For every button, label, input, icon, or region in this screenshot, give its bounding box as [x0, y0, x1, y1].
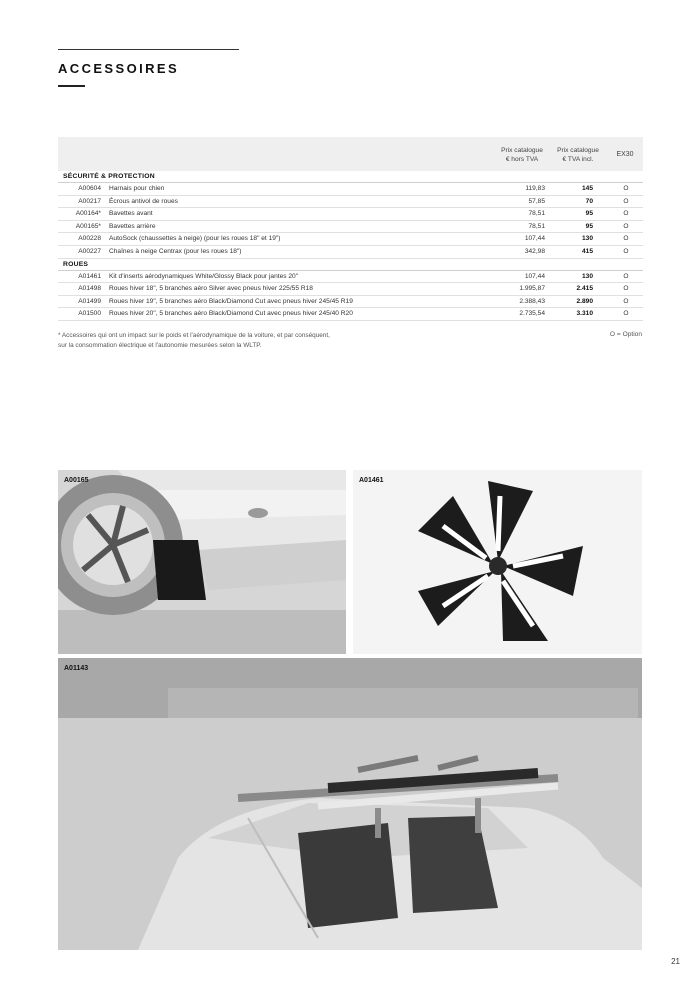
cell-price-ttc: 130: [581, 272, 593, 280]
cell-price-ttc: 70: [585, 197, 593, 205]
header-price-ttc-line1: Prix catalogue: [557, 147, 599, 154]
cell-description: Kit d'inserts aérodynamiques White/Glossy Black pour jantes 20": [109, 272, 299, 280]
cell-price-ttc: 2.415: [576, 285, 593, 293]
table-row: [58, 221, 643, 234]
cell-price-ht: 119,83: [525, 185, 545, 192]
table-row: [58, 308, 643, 321]
cell-price-ttc: 130: [581, 235, 593, 243]
cell-price-ht: 57,85: [528, 197, 545, 205]
table-row: [58, 233, 643, 246]
page-number: 21: [671, 957, 680, 966]
cell-option: O: [623, 310, 629, 318]
cell-price-ht: 342,98: [524, 247, 545, 255]
cell-price-ht: 78,51: [528, 210, 545, 218]
price-table: [58, 137, 643, 321]
cell-price-ttc: 2.890: [576, 297, 593, 305]
cell-price-ttc: 3.310: [576, 310, 593, 318]
table-header: [58, 137, 643, 171]
table-row: [58, 208, 643, 221]
cell-code: A00228: [78, 235, 101, 243]
cell-code: A00165*: [75, 222, 101, 230]
cell-description: Chaînes à neige Centrax (pour les roues 18"): [109, 247, 242, 255]
cell-description: Écrous antivol de roues: [109, 197, 178, 205]
cell-code: A01499: [78, 297, 101, 305]
photo-ski-carrier: [58, 658, 642, 950]
header-model: EX30: [616, 151, 634, 158]
cell-price-ht: 1.995,87: [519, 285, 545, 293]
cell-description: AutoSock (chaussettes à neige) (pour les roues 18" et 19"): [109, 235, 281, 243]
aero-inserts-illustration: [353, 470, 642, 654]
cell-description: Roues hiver 20", 5 branches aéro Black/Diamond Cut avec pneus hiver 245/40 R20: [109, 310, 353, 318]
cell-code: A00217: [78, 197, 101, 205]
photo-mud-flap: [58, 470, 346, 654]
table-row: [58, 246, 643, 259]
section-header: SÉCURITÉ & PROTECTION: [58, 171, 643, 183]
cell-option: O: [623, 197, 629, 205]
header-price-ht-line1: Prix catalogue: [501, 147, 543, 154]
cell-code: A00604: [78, 185, 101, 192]
photo-label: A01461: [359, 477, 384, 484]
option-legend: O = Option: [609, 331, 642, 338]
cell-option: O: [623, 185, 629, 192]
cell-price-ttc: 95: [585, 210, 593, 218]
cell-option: O: [623, 272, 629, 280]
cell-description: Harnais pour chien: [109, 185, 165, 192]
cell-code: A01500: [78, 310, 101, 318]
cell-price-ttc: 145: [581, 185, 593, 192]
header-price-ttc-line2: € TVA incl.: [562, 156, 594, 163]
cell-description: Roues hiver 18", 5 branches aéro Silver avec pneus hiver 225/55 R18: [109, 285, 313, 293]
cell-price-ht: 2.388,43: [519, 297, 545, 305]
cell-code: A00227: [78, 247, 101, 255]
cell-option: O: [623, 235, 629, 243]
photo-aero-inserts: [353, 470, 642, 654]
cell-description: Bavettes avant: [109, 210, 153, 218]
ski-carrier-illustration: [58, 658, 642, 950]
top-rule: [58, 49, 239, 50]
cell-description: Roues hiver 19", 5 branches aéro Black/Diamond Cut avec pneus hiver 245/45 R19: [109, 297, 353, 305]
cell-option: O: [623, 222, 629, 230]
header-price-ttc: [551, 146, 605, 164]
cell-price-ht: 78,51: [528, 222, 545, 230]
table-row: [58, 296, 643, 309]
cell-option: O: [623, 297, 629, 305]
title-underline: [58, 85, 85, 87]
page-title: ACCESSOIRES: [58, 61, 180, 76]
cell-price-ht: 107,44: [524, 235, 545, 243]
photo-label: A01143: [64, 665, 89, 672]
cell-option: O: [623, 285, 629, 293]
footnote-line-2: sur la consommation électrique et l'autonomie mesurées selon la WLTP.: [58, 342, 262, 349]
cell-price-ht: 2.735,54: [519, 310, 545, 318]
cell-price-ht: 107,44: [524, 272, 545, 280]
footnote: [58, 331, 330, 351]
footnote-line-1: * Accessoires qui ont un impact sur le poids et l'aérodynamique de la voiture, et par conséquent,: [58, 332, 330, 339]
photo-label: A00165: [64, 477, 89, 484]
cell-option: O: [623, 247, 629, 255]
table-row: [58, 283, 643, 296]
cell-description: Bavettes arrière: [109, 222, 156, 230]
cell-code: A00164*: [75, 210, 101, 218]
table-row: [58, 183, 643, 196]
header-price-ht-line2: € hors TVA: [505, 156, 539, 163]
cell-option: O: [623, 210, 629, 218]
table-row: [58, 271, 643, 284]
table-row: [58, 196, 643, 209]
cell-code: A01498: [78, 285, 101, 293]
header-price-ht: [495, 146, 549, 164]
cell-price-ttc: 95: [585, 222, 593, 230]
cell-price-ttc: 415: [581, 247, 593, 255]
section-header: ROUES: [58, 259, 643, 271]
mud-flap-illustration: [58, 470, 346, 654]
cell-code: A01461: [78, 272, 101, 280]
